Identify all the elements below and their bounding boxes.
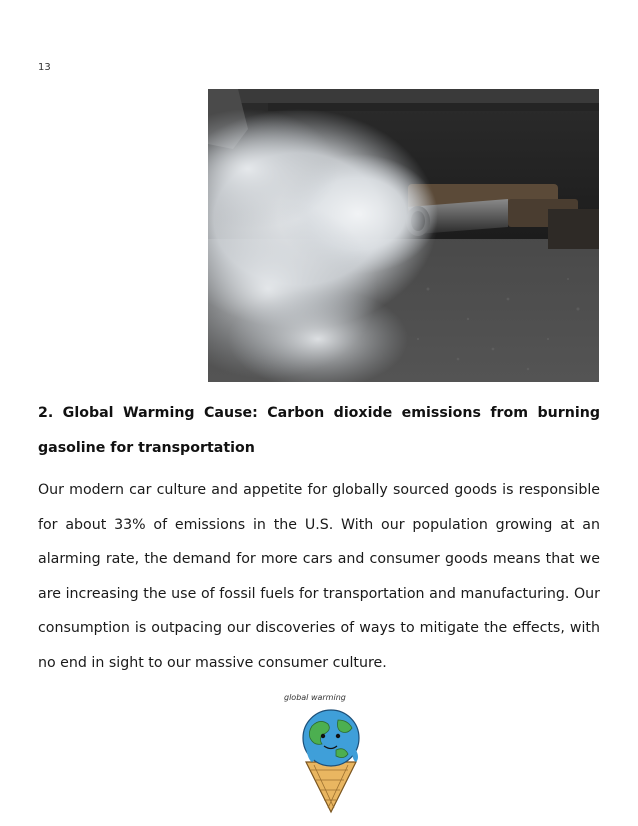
exhaust-photo (208, 89, 599, 382)
section-body: Our modern car culture and appetite for globally sourced goods is responsible for about 33% of emissions in the U.S. With our population growing at an alarming rate, the demand for more cars and consumer goods means that we are increasing the use of fossil fuels for transportation and manufacturing. Our consumption is outpacing our discoveries of ways to mitigate the effects, with no end in sight to our massive consumer culture. (38, 482, 600, 671)
page-number: 13 (38, 62, 51, 73)
cartoon-caption: global warming (284, 693, 346, 702)
melting-earth-cartoon (276, 690, 386, 817)
section-heading: 2. Global Warming Cause: Carbon dioxide emissions from burning gasoline for transportation (38, 405, 600, 456)
